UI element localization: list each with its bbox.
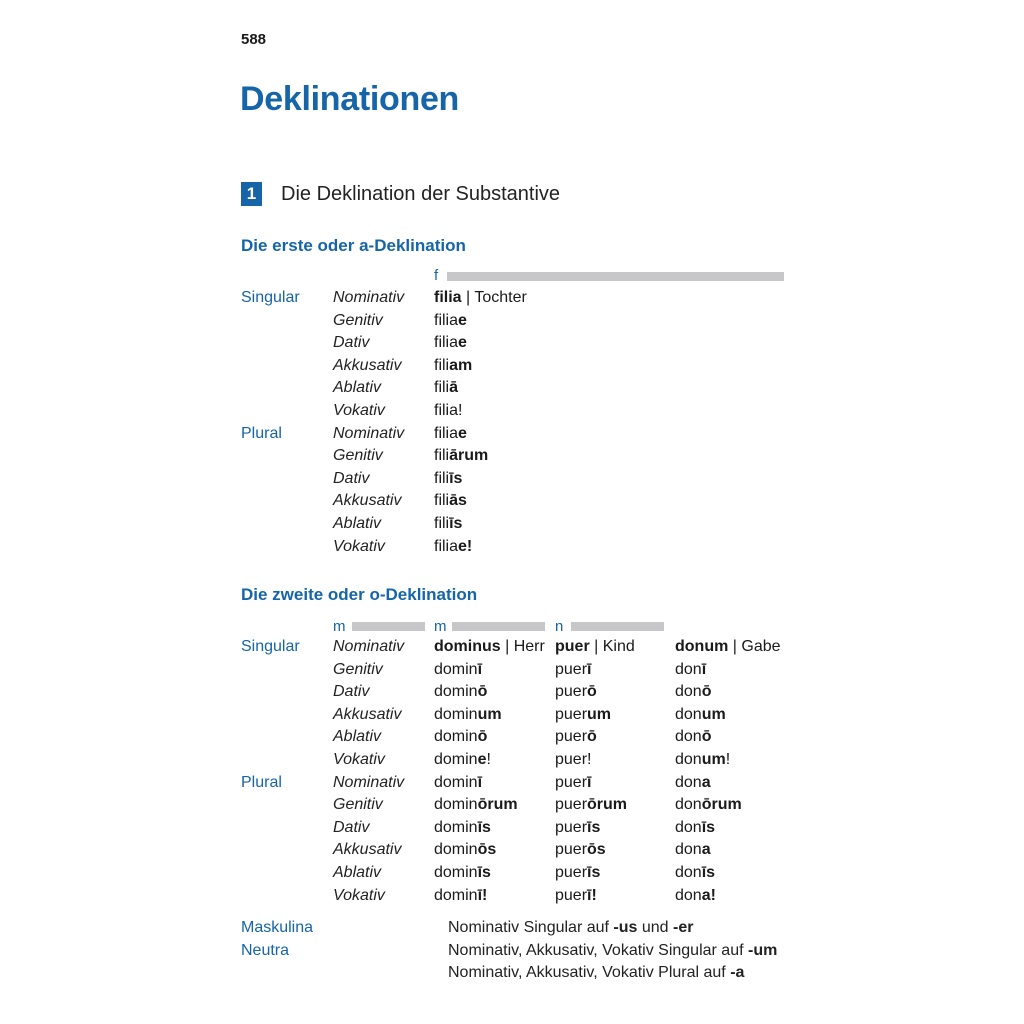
stem-text: | Kind: [589, 638, 635, 655]
bold-ending: e: [458, 424, 467, 442]
case-label: Dativ: [333, 469, 370, 487]
form-cell: [434, 536, 472, 558]
bold-ending: puer: [555, 638, 590, 655]
table-row: [0, 772, 1024, 794]
rule-row: [0, 917, 1024, 939]
form-cell: [434, 423, 467, 445]
bold-ending: ō: [587, 683, 597, 701]
form-cell: [555, 681, 597, 703]
case-label: Akkusativ: [333, 705, 402, 723]
bold-ending: ō: [477, 683, 488, 701]
number-label: Singular: [241, 638, 300, 655]
table-row: [0, 400, 1024, 422]
table-row: [0, 310, 1024, 332]
section-title: Die Deklination der Substantive: [281, 182, 561, 205]
table-row: [0, 817, 1024, 839]
bold-ending: a: [701, 773, 711, 791]
form-cell: [434, 513, 462, 535]
stem-text: fili: [434, 515, 450, 532]
stem-text: don: [675, 841, 702, 859]
case-label: Dativ: [333, 818, 370, 836]
bold-ending: īs: [701, 864, 716, 881]
form-cell: [675, 794, 742, 816]
stem-text: domin: [434, 886, 478, 904]
bold-ending: dominus: [434, 638, 501, 655]
bold-ending: um: [587, 705, 612, 723]
gender-bar: [447, 272, 784, 281]
table-row: [0, 536, 1024, 558]
table-row: [0, 513, 1024, 535]
table-row: [0, 636, 1024, 658]
stem-text: don: [675, 728, 702, 746]
table-row: [0, 794, 1024, 816]
form-cell: [555, 659, 591, 681]
table-row: [0, 490, 1024, 512]
bold-ending: e: [458, 334, 467, 352]
case-label: Ablativ: [333, 864, 382, 881]
stem-text: Nominativ Singular auf: [448, 919, 614, 936]
form-cell: [434, 749, 491, 771]
stem-text: puer: [555, 773, 588, 791]
stem-text: | Gabe: [728, 638, 781, 655]
stem-text: domin: [434, 796, 478, 814]
bold-ending: īs: [449, 469, 463, 487]
bold-ending: um: [477, 705, 502, 723]
case-label: Vokativ: [333, 402, 385, 419]
table-row: [0, 704, 1024, 726]
gender-bar: [452, 622, 545, 631]
form-cell: [434, 794, 518, 816]
stem-text: filia: [434, 402, 459, 419]
form-cell: [434, 885, 487, 907]
case-label: Genitiv: [333, 796, 383, 814]
form-cell: [675, 659, 706, 681]
form-cell: [555, 839, 606, 861]
form-cell: [434, 659, 482, 681]
bold-ending: ōrum: [701, 796, 742, 814]
stem-text: filia: [434, 424, 459, 442]
stem-text: domin: [434, 818, 478, 836]
case-label: Vokativ: [333, 537, 385, 555]
stem-text: puer: [555, 683, 588, 701]
bold-ending: ās: [449, 492, 467, 510]
stem-text: don: [675, 796, 702, 814]
form-cell: [675, 839, 711, 861]
form-cell: [675, 772, 711, 794]
bold-ending: um: [701, 751, 726, 768]
case-label: Nominativ: [333, 773, 405, 791]
table-row: [0, 332, 1024, 354]
stem-text: don: [675, 864, 702, 881]
stem-text: fili: [434, 469, 450, 487]
stem-text: don: [675, 683, 702, 701]
case-label: Dativ: [333, 683, 370, 701]
page-number: 588: [241, 31, 267, 48]
case-label: Genitiv: [333, 311, 383, 329]
stem-text: don: [675, 773, 702, 791]
form-cell: [434, 839, 496, 861]
bold-ending: e!: [458, 537, 473, 555]
stem-text: don: [675, 751, 702, 768]
rule-label: Neutra: [241, 941, 290, 959]
table-row: [0, 445, 1024, 467]
form-cell: [434, 862, 491, 884]
form-cell: [434, 636, 545, 658]
bold-ending: ō: [587, 728, 597, 746]
rule-row: [0, 940, 1024, 962]
form-cell: [555, 885, 597, 907]
rule-row: [0, 962, 1024, 984]
case-label: Ablativ: [333, 379, 382, 397]
form-cell: [434, 287, 527, 309]
bold-ending: ā: [449, 379, 459, 397]
case-label: Genitiv: [333, 660, 383, 678]
form-cell: [434, 355, 472, 377]
gender-bar: [571, 622, 664, 631]
bold-ending: ō: [701, 728, 712, 746]
bold-ending: īs: [587, 864, 601, 881]
bold-ending: ī!: [477, 886, 488, 904]
form-cell: [434, 445, 488, 467]
number-label: Plural: [241, 773, 282, 791]
form-cell: [555, 862, 600, 884]
form-cell: [434, 377, 458, 399]
table-row: [0, 355, 1024, 377]
gender-label-n: n: [555, 618, 564, 635]
form-cell: [555, 749, 591, 771]
stem-text: filia: [434, 334, 459, 352]
gloss-text: | Tochter: [461, 289, 527, 306]
stem-text: puer: [555, 864, 588, 881]
form-cell: [675, 636, 781, 658]
bold-ending: īs: [587, 818, 601, 836]
stem-text: domin: [434, 773, 478, 791]
stem-text: puer: [555, 660, 588, 678]
table-row: [0, 749, 1024, 771]
bold-ending: ōrum: [477, 796, 518, 814]
stem-text: Nominativ, Akkusativ, Vokativ Plural auf: [448, 964, 731, 982]
case-label: Nominativ: [333, 638, 405, 655]
case-label: Akkusativ: [333, 841, 402, 859]
stem-text: und: [637, 919, 674, 936]
form-cell: [434, 310, 467, 332]
bold-ending: -us: [613, 919, 638, 936]
form-cell: [675, 885, 716, 907]
form-cell: [675, 862, 715, 884]
rule-label: Maskulina: [241, 919, 314, 936]
rule-text: [448, 962, 744, 984]
form-cell: [434, 726, 487, 748]
table-row: [0, 287, 1024, 309]
stem-text: domin: [434, 841, 478, 859]
case-label: Nominativ: [333, 289, 405, 306]
bold-ending: ī: [701, 660, 707, 678]
stem-text: filia: [434, 311, 459, 329]
table-row: [0, 681, 1024, 703]
stem-text: domin: [434, 864, 478, 881]
form-cell: [555, 817, 600, 839]
stem-text: fili: [434, 492, 450, 510]
stem-text: fili: [434, 356, 450, 374]
rule-text: [448, 917, 693, 939]
form-cell: [555, 704, 611, 726]
case-label: Nominativ: [333, 424, 405, 442]
bold-ending: ō: [477, 728, 488, 746]
gender-label-f: f: [434, 267, 439, 284]
form-cell: [555, 794, 627, 816]
bold-ending: -er: [673, 919, 694, 936]
stem-text: fili: [434, 447, 450, 465]
bold-ending: ī!: [587, 886, 597, 904]
case-label: Akkusativ: [333, 356, 402, 374]
form-cell: [434, 400, 462, 422]
stem-text: don: [675, 660, 702, 678]
form-cell: [555, 772, 591, 794]
stem-text: | Herr: [500, 638, 545, 655]
form-cell: [434, 772, 482, 794]
number-label: Singular: [241, 289, 300, 306]
stem-text: don: [675, 705, 702, 723]
bold-ending: a: [701, 841, 711, 859]
bold-ending: am: [449, 356, 473, 374]
stem-text: puer: [555, 728, 588, 746]
form-cell: [434, 817, 491, 839]
form-cell: [434, 490, 467, 512]
stem-text: puer!: [555, 751, 592, 768]
gender-bar: [352, 622, 425, 631]
gender-label-m: m: [434, 618, 447, 635]
stem-text: !: [458, 402, 463, 419]
section-number-badge: 1: [241, 182, 262, 206]
form-cell: [675, 749, 730, 771]
bold-ending: īs: [701, 818, 716, 836]
bold-ending: e: [458, 311, 467, 329]
stem-text: puer: [555, 818, 588, 836]
section-heading: [241, 181, 560, 207]
stem-text: puer: [555, 841, 588, 859]
table-row: [0, 862, 1024, 884]
bold-ending: īs: [449, 515, 463, 532]
form-cell: [555, 636, 635, 658]
table-row: [0, 885, 1024, 907]
number-label: Plural: [241, 424, 282, 442]
stem-text: filia: [434, 537, 459, 555]
bold-ending: -um: [748, 941, 778, 959]
o-declension-heading: Die zweite oder o-Deklination: [241, 585, 478, 604]
bold-ending: ī: [477, 773, 483, 791]
bold-ending: ōs: [587, 841, 606, 859]
stem-text: domin: [434, 751, 478, 768]
rule-text: [448, 940, 777, 962]
table-row: [0, 659, 1024, 681]
bold-ending: e: [477, 751, 487, 768]
form-cell: [434, 704, 502, 726]
stem-text: fili: [434, 379, 450, 397]
stem-text: puer: [555, 886, 588, 904]
bold-ending: ārum: [449, 447, 489, 465]
bold-ending: ī: [587, 773, 592, 791]
bold-ending: ōs: [477, 841, 497, 859]
bold-ending: donum: [675, 638, 729, 655]
case-label: Genitiv: [333, 447, 383, 465]
table-row: [0, 726, 1024, 748]
case-label: Akkusativ: [333, 492, 402, 510]
case-label: Dativ: [333, 334, 370, 352]
stem-text: domin: [434, 683, 478, 701]
form-cell: [434, 681, 487, 703]
form-cell: [434, 332, 467, 354]
a-declension-heading: Die erste oder a-Deklination: [241, 236, 466, 255]
bold-ending: īs: [477, 818, 491, 836]
case-label: Vokativ: [333, 886, 385, 904]
stem-text: domin: [434, 660, 478, 678]
stem-text: domin: [434, 728, 478, 746]
stem-text: puer: [555, 796, 588, 814]
case-label: Ablativ: [333, 728, 382, 746]
bold-ending: ī: [587, 660, 592, 678]
bold-ending: īs: [477, 864, 491, 881]
bold-ending: filia: [434, 289, 462, 306]
form-cell: [675, 681, 711, 703]
form-cell: [434, 468, 462, 490]
case-label: Vokativ: [333, 751, 385, 768]
bold-ending: ōrum: [587, 796, 628, 814]
table-row: [0, 377, 1024, 399]
table-row: [0, 468, 1024, 490]
table-row: [0, 839, 1024, 861]
bold-ending: um: [701, 705, 726, 723]
stem-text: don: [675, 886, 702, 904]
form-cell: [555, 726, 597, 748]
stem-text: puer: [555, 705, 588, 723]
bold-ending: ī: [477, 660, 483, 678]
stem-text: don: [675, 818, 702, 836]
bold-ending: a!: [701, 886, 716, 904]
form-cell: [675, 704, 726, 726]
stem-text: !: [486, 751, 491, 768]
stem-text: Nominativ, Akkusativ, Vokativ Singular auf: [448, 941, 748, 959]
stem-text: !: [725, 751, 731, 768]
gender-label-m: m: [333, 618, 346, 635]
page-title: Deklinationen: [240, 80, 460, 118]
form-cell: [675, 726, 711, 748]
bold-ending: -a: [730, 964, 745, 982]
table-row: [0, 423, 1024, 445]
stem-text: domin: [434, 705, 478, 723]
bold-ending: ō: [701, 683, 712, 701]
case-label: Ablativ: [333, 515, 382, 532]
form-cell: [675, 817, 715, 839]
